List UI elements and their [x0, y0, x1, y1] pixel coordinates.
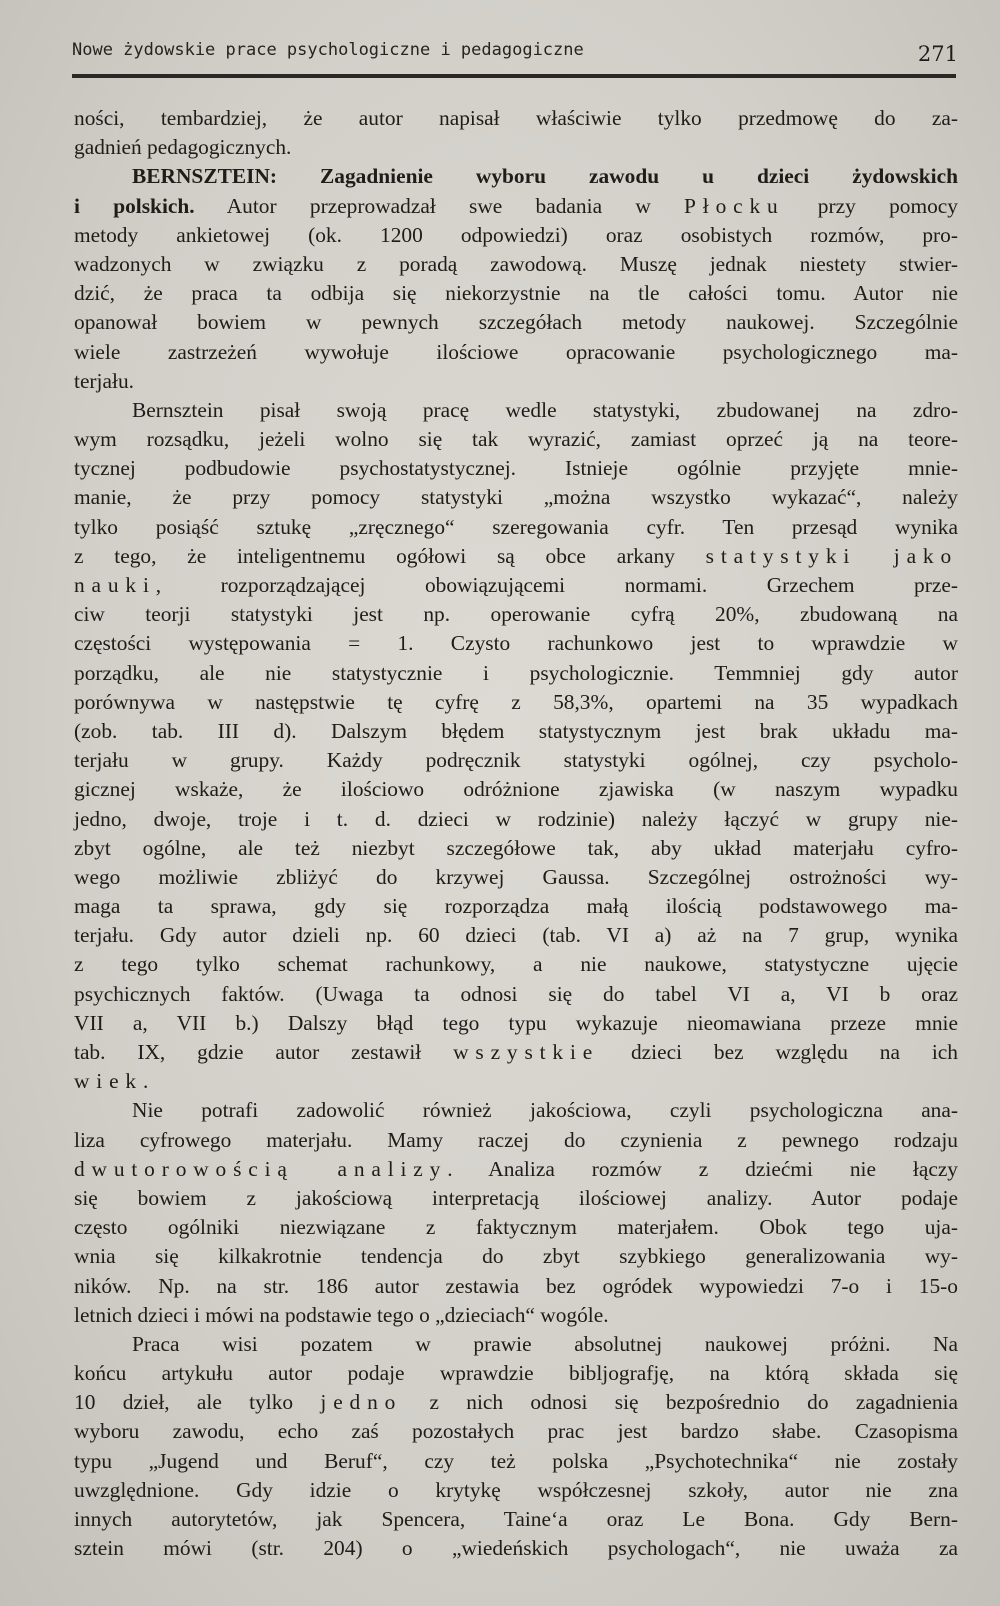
- text-line: [74, 1155, 958, 1184]
- line-text: przy pomocy: [784, 193, 958, 218]
- bold-heading: i polskich.: [74, 193, 195, 218]
- page-header: [72, 38, 956, 72]
- line-text: porównywa w następstwie tę cyfrę z 58,3%, opartemi na 35 wypadkach: [74, 689, 958, 714]
- line-text: uwzględnione. Gdy idzie o krytykę współczesnej szkoły, autor nie zna: [74, 1477, 958, 1502]
- line-text: sztein mówi (str. 204) o „wiedeńskich psychologach“, nie uważa za: [74, 1536, 958, 1561]
- line-text: zbyt ogólne, ale też niezbyt szczegółowe tak, aby układ materjału cyfro-: [74, 835, 958, 860]
- text-line: [74, 1359, 958, 1388]
- line-text: Praca wisi pozatem w prawie absolutnej naukowej próżni. Na: [132, 1331, 958, 1356]
- text-line: [74, 1301, 958, 1330]
- spaced-emphasis: nauki: [74, 573, 156, 597]
- spaced-emphasis: Płocku: [684, 193, 785, 218]
- line-text: dzieci bez względu na ich: [599, 1040, 958, 1064]
- spaced-emphasis: statystyki jako: [705, 543, 958, 568]
- line-text: ciw teorji statystyki jest np. operowanie cyfrą 20%, zbudowaną na: [74, 602, 958, 627]
- text-line: [74, 1476, 958, 1505]
- line-text: psychicznych faktów. (Uwaga ta odnosi się do tabel VI a, VI b oraz: [74, 981, 958, 1006]
- text-line: [74, 338, 958, 367]
- line-text: manie, że przy pomocy statystyki „można wszystko wykazać“, należy: [74, 485, 958, 510]
- line-text: . Analiza rozmów z dziećmi nie łączy: [447, 1156, 959, 1181]
- line-text: dzić, że praca ta odbija się niekorzystnie na tle całości tomu. Autor nie: [74, 281, 958, 306]
- text-line: [74, 1009, 958, 1038]
- line-text: innych autorytetów, jak Spencera, Taine‘a oraz Le Bona. Gdy Bern-: [74, 1507, 958, 1531]
- text-line: [74, 1126, 958, 1155]
- text-line: [74, 892, 958, 921]
- line-text: wego możliwie zbliżyć do krzywej Gaussa. Szczególnej ostrożności wy-: [74, 864, 958, 889]
- text-line: [74, 1330, 958, 1359]
- text-line: [74, 629, 958, 658]
- text-line: [74, 688, 958, 717]
- text-line: [74, 600, 958, 629]
- text-line: [74, 1417, 958, 1446]
- line-text: Autor przeprowadzał swe badania w: [194, 193, 685, 218]
- text-line: [74, 454, 958, 483]
- line-text: liza cyfrowego materjału. Mamy raczej do czynienia z pewnego rodzaju: [74, 1127, 958, 1152]
- text-line: [74, 308, 958, 337]
- line-text: VII a, VII b.) Dalszy błąd tego typu wykazuje nieomawiana przeze mnie: [74, 1010, 958, 1035]
- spaced-emphasis: wiek: [74, 1069, 143, 1094]
- line-text: letnich dzieci i mówi na podstawie tego o „dzieciach“ wogóle.: [74, 1302, 609, 1327]
- text-line: [74, 921, 958, 950]
- line-text: 10 dzieł, ale tylko: [74, 1390, 321, 1415]
- line-text: końcu artykułu autor podaje wprawdzie bibljografję, na którą składa się: [74, 1361, 958, 1386]
- line-text: tab. IX, gdzie autor zestawił: [74, 1040, 454, 1064]
- text-line: [74, 250, 958, 279]
- line-text: gicznej wskaże, że ilościowo odróżnione zjawiska (w naszym wypadku: [74, 777, 958, 802]
- text-line: [74, 863, 958, 892]
- spaced-emphasis: dwutorowością analizy: [74, 1156, 448, 1181]
- text-line: [74, 805, 958, 834]
- text-line: [74, 746, 958, 775]
- text-line: [74, 162, 958, 191]
- line-text: terjału.: [74, 368, 134, 393]
- text-line: [74, 1242, 958, 1271]
- line-text: często ogólniki niezwiązane z faktycznym materjałem. Obok tego uja-: [74, 1215, 958, 1240]
- spaced-emphasis: wszystkie: [453, 1040, 600, 1064]
- text-line: [74, 1447, 958, 1476]
- text-line: [74, 483, 958, 512]
- line-text: terjału. Gdy autor dzieli np. 60 dzieci (tab. VI a) aż na 7 grup, wynika: [74, 923, 958, 948]
- line-text: .: [142, 1069, 149, 1094]
- line-text: wnia się kilkakrotnie tendencja do zbyt szybkiego generalizowania wy-: [74, 1244, 958, 1269]
- line-text: wyboru zawodu, echo zaś pozostałych prac jest bardzo słabe. Czasopisma: [74, 1419, 958, 1444]
- line-text: gadnień pedagogicznych.: [74, 135, 292, 160]
- text-line: [74, 192, 958, 221]
- text-line: [74, 1184, 958, 1213]
- line-text: z tego tylko schemat rachunkowy, a nie naukowe, statystyczne ujęcie: [74, 952, 958, 977]
- line-text: wadzonych w związku z poradą zawodową. Muszę jednak niestety stwier-: [74, 251, 958, 276]
- text-line: [74, 425, 958, 454]
- line-text: tycznej podbudowie psychostatystycznej. Istnieje ogólnie przyjęte mnie-: [74, 456, 958, 481]
- line-text: (zob. tab. III d). Dalszym błędem statystycznym jest brak układu ma-: [74, 718, 958, 743]
- text-line: [74, 775, 958, 804]
- text-line: [74, 133, 958, 162]
- text-line: [74, 221, 958, 250]
- text-line: [74, 396, 958, 425]
- text-line: [74, 542, 958, 571]
- line-text: wym rozsądku, jeżeli wolno się tak wyrazić, zamiast oprzeć ją na teore-: [74, 427, 958, 452]
- line-text: tylko posiąść sztukę „zręcznego“ szeregowania cyfr. Ten przesąd wynika: [74, 514, 958, 539]
- text-line: [74, 1096, 958, 1125]
- line-text: opanował bowiem w pewnych szczegółach metody naukowej. Szczególnie: [74, 310, 958, 335]
- line-text: Bernsztein pisał swoją pracę wedle statystyki, zbudowanej na zdro-: [132, 397, 958, 422]
- body-text: [74, 104, 958, 1563]
- text-line: [74, 659, 958, 688]
- line-text: maga ta sprawa, gdy się rozporządza małą ilością podstawowego ma-: [74, 894, 958, 919]
- text-line: [74, 980, 958, 1009]
- line-text: Nie potrafi zadowolić również jakościowa, czyli psychologiczna ana-: [132, 1098, 958, 1123]
- text-line: [74, 1534, 958, 1563]
- line-text: terjału w grupy. Każdy podręcznik statystyki ogólnej, czy psycholo-: [74, 748, 958, 773]
- text-line: [74, 1213, 958, 1242]
- line-text: z nich odnosi się bezpośrednio do zagadnienia: [402, 1390, 958, 1415]
- text-line: [74, 1038, 958, 1067]
- line-text: porządku, ale nie statystycznie i psychologicznie. Temmniej gdy autor: [74, 660, 958, 685]
- spaced-emphasis: jedno: [320, 1390, 403, 1415]
- line-text: się bowiem z jakościową interpretacją ilościowej analizy. Autor podaje: [74, 1185, 958, 1210]
- text-line: [74, 279, 958, 308]
- line-text: wiele zastrzeżeń wywołuje ilościowe opracowanie psychologicznego ma-: [74, 339, 958, 364]
- text-line: [74, 1388, 958, 1417]
- line-text: częstości występowania = 1. Czysto rachunkowo jest to wprawdzie w: [74, 631, 958, 656]
- line-text: ników. Np. na str. 186 autor zestawia bez ogródek wypowiedzi 7-o i 15-o: [74, 1273, 958, 1298]
- line-text: jedno, dwoje, troje i t. d. dzieci w rodzinie) należy łączyć w grupy nie-: [74, 806, 958, 831]
- text-line: [74, 950, 958, 979]
- running-title: Nowe żydowskie prace psychologiczne i pedagogiczne: [72, 40, 584, 60]
- line-text: ności, tembardziej, że autor napisał właściwie tylko przedmowę do za-: [74, 106, 958, 130]
- line-text: , rozporządzającej obowiązującemi normami. Grzechem prze-: [155, 573, 958, 597]
- line-text: typu „Jugend und Beruf“, czy też polska „Psychotechnika“ nie zostały: [74, 1448, 958, 1473]
- header-rule: [72, 74, 956, 78]
- text-line: [74, 104, 958, 133]
- text-line: [74, 1505, 958, 1534]
- page-number: 271: [917, 42, 958, 66]
- text-line: [74, 367, 958, 396]
- text-line: [74, 513, 958, 542]
- bold-heading: BERNSZTEIN: Zagadnienie wyboru zawodu u dzieci żydowskich: [132, 164, 958, 189]
- text-line: [74, 717, 958, 746]
- line-text: z tego, że inteligentnemu ogółowi są obce arkany: [74, 543, 706, 568]
- text-line: [74, 1272, 958, 1301]
- text-line: [74, 1067, 958, 1096]
- text-line: [74, 571, 958, 600]
- text-line: [74, 834, 958, 863]
- line-text: metody ankietowej (ok. 1200 odpowiedzi) oraz osobistych rozmów, pro-: [74, 222, 958, 247]
